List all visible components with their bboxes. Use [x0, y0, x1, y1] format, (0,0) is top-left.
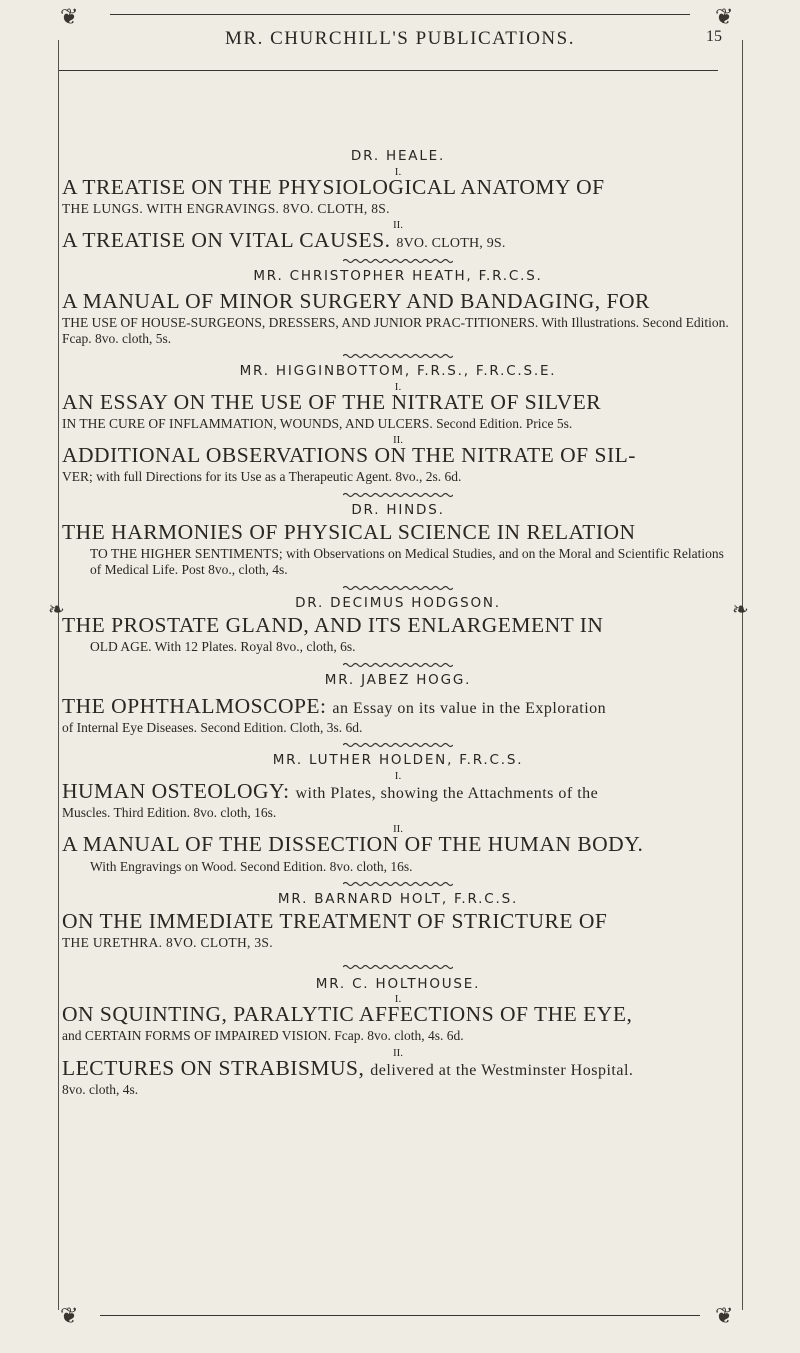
author-heading: MR. C. HOLTHOUSE.	[315, 975, 481, 992]
work-title: THE PROSTATE GLAND, AND ITS ENLARGEMENT IN	[62, 613, 604, 638]
author-heading: DR. DECIMUS HODGSON.	[295, 594, 501, 611]
publication-list	[62, 150, 734, 1098]
right-border-line	[742, 40, 743, 1310]
author-heading: DR. HEALE.	[350, 148, 446, 164]
work-numeral: II.	[392, 218, 404, 231]
wavy-separator	[62, 875, 734, 893]
work-title: LECTURES ON STRABISMUS,	[62, 1055, 365, 1080]
work-title: THE OPHTHALMOSCOPE:	[62, 694, 327, 719]
wavy-separator	[62, 656, 734, 674]
corner-ornament-icon: ❦	[715, 1303, 734, 1328]
running-title: MR. CHURCHILL'S PUBLICATIONS.	[225, 28, 575, 49]
left-border-line	[58, 40, 59, 1310]
page-number: 15	[706, 28, 722, 45]
work-title: A TREATISE ON THE PHYSIOLOGICAL ANATOMY OF	[62, 174, 605, 199]
work-title-with-details	[62, 1057, 734, 1080]
work-title: AN ESSAY ON THE USE OF THE NITRATE OF SILVER	[62, 389, 602, 414]
work-numeral: I.	[394, 993, 402, 1006]
work-title: ADDITIONAL OBSERVATIONS ON THE NITRATE OF SIL-	[62, 443, 636, 468]
work-details: and CERTAIN FORMS OF IMPAIRED VISION. Fcap. 8vo. cloth, 4s. 6d.	[62, 1028, 464, 1044]
work-numeral: II.	[392, 434, 404, 447]
work-details: THE LUNGS. WITH ENGRAVINGS. 8VO. CLOTH, 8S.	[62, 200, 390, 216]
work-numeral: I.	[394, 380, 402, 393]
work-numeral: II.	[392, 823, 404, 836]
author-heading: MR. LUTHER HOLDEN, F.R.C.S.	[272, 752, 524, 769]
corner-ornament-icon: ❦	[60, 4, 79, 29]
wavy-separator	[62, 252, 734, 270]
work-title: A MANUAL OF THE DISSECTION OF THE HUMAN BODY.	[62, 832, 644, 857]
work-title: THE HARMONIES OF PHYSICAL SCIENCE IN RELATION	[62, 520, 636, 545]
work-title-rest: an Essay on its value in the Exploration	[332, 700, 607, 718]
author-heading: MR. HIGGINBOTTOM, F.R.S., F.R.C.S.E.	[239, 363, 557, 380]
work-title-with-details	[62, 229, 734, 252]
work-details: With Engravings on Wood. Second Edition. 8vo. cloth, 16s.	[90, 858, 413, 874]
author-heading: MR. BARNARD HOLT, F.R.C.S.	[277, 890, 519, 907]
corner-ornament-icon: ❦	[60, 1303, 79, 1328]
work-details: THE USE OF HOUSE-SURGEONS, DRESSERS, AND JUNIOR PRAC-TITIONERS. With Illustrations. Second Edition. Fcap. 8vo. cloth, 5s.	[62, 314, 729, 347]
bottom-rule	[100, 1315, 700, 1316]
work-details: TO THE HIGHER SENTIMENTS; with Observations on Medical Studies, and on the Moral and Scientific Relations of Medical Life. Post 8vo., cloth, 4s.	[90, 546, 724, 578]
work-title: ON THE IMMEDIATE TREATMENT OF STRICTURE OF	[62, 909, 608, 934]
work-details: 8vo. cloth, 4s.	[62, 1081, 139, 1097]
wavy-separator	[62, 736, 734, 754]
wavy-separator	[62, 579, 734, 597]
side-ornament-icon: ❧	[732, 599, 749, 621]
work-numeral: I.	[394, 769, 402, 782]
work-title: HUMAN OSTEOLOGY:	[62, 778, 290, 803]
work-title-with-details	[62, 695, 734, 718]
work-details: VER; with full Directions for its Use as a Therapeutic Agent. 8vo., 2s. 6d.	[62, 469, 462, 485]
work-numeral: I.	[394, 165, 402, 178]
author-heading: DR. HINDS.	[351, 501, 445, 518]
work-details: Muscles. Third Edition. 8vo. cloth, 16s.	[62, 805, 277, 821]
work-details: of Internal Eye Diseases. Second Edition. Cloth, 3s. 6d.	[62, 720, 363, 736]
work-title: A MANUAL OF MINOR SURGERY AND BANDAGING, FOR	[62, 288, 650, 313]
header-rule	[58, 70, 718, 71]
author-heading: MR. JABEZ HOGG.	[324, 671, 472, 688]
work-title: A TREATISE ON VITAL CAUSES.	[62, 227, 391, 252]
work-title-rest: with Plates, showing the Attachments of the	[295, 784, 599, 802]
author-heading: MR. CHRISTOPHER HEATH, F.R.C.S.	[253, 268, 543, 285]
corner-ornament-icon: ❦	[715, 4, 734, 29]
side-ornament-icon: ❧	[48, 599, 65, 621]
work-title-rest: delivered at the Westminster Hospital.	[370, 1061, 634, 1079]
work-numeral: II.	[392, 1046, 404, 1059]
wavy-separator	[62, 486, 734, 504]
work-title: ON SQUINTING, PARALYTIC AFFECTIONS OF THE EYE,	[62, 1002, 633, 1027]
work-title-with-details	[62, 780, 734, 803]
work-details: OLD AGE. With 12 Plates. Royal 8vo., cloth, 6s.	[90, 639, 356, 655]
work-details: 8VO. CLOTH, 9S.	[396, 235, 506, 251]
work-details: THE URETHRA. 8VO. CLOTH, 3S.	[62, 935, 273, 951]
wavy-separator	[62, 952, 734, 978]
top-rule	[110, 14, 690, 15]
wavy-separator	[62, 347, 734, 365]
work-details: IN THE CURE OF INFLAMMATION, WOUNDS, AND ULCERS. Second Edition. Price 5s.	[62, 415, 573, 431]
